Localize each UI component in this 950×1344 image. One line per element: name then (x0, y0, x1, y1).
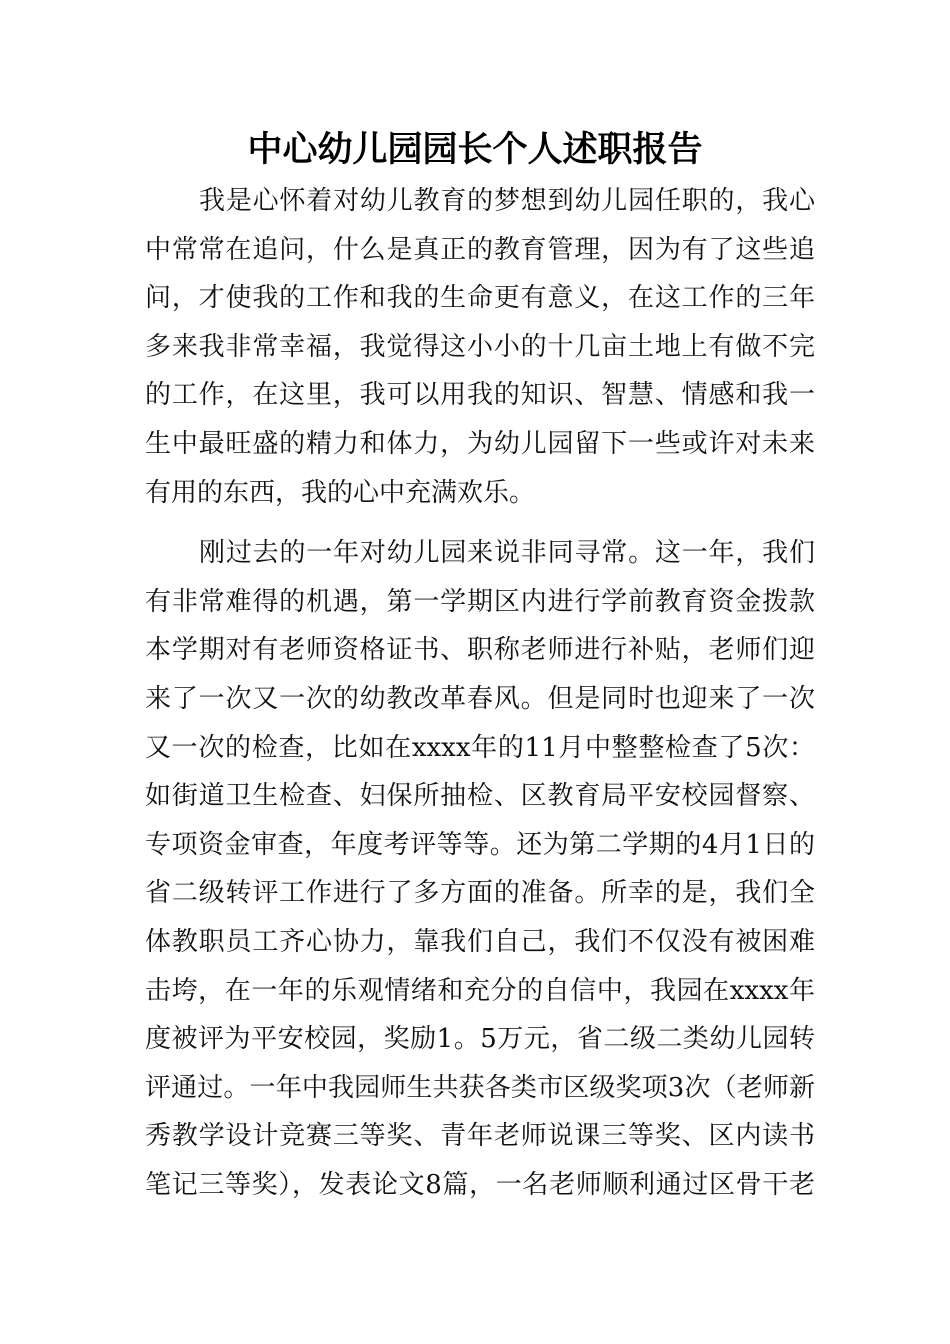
paragraph-line: 本学期对有老师资格证书、职称老师进行补贴，老师们迎 (145, 635, 815, 666)
paragraph-line: 问，才使我的工作和我的生命更有意义，在这工作的三年 (145, 283, 815, 314)
paragraph-line: 有非常难得的机遇，第一学期区内进行学前教育资金拨款 (145, 586, 815, 617)
paragraph-gap (145, 517, 815, 529)
paragraph-line: 来了一次又一次的幼教改革春风。但是同时也迎来了一次 (145, 683, 815, 714)
paragraph-line: 又一次的检查，比如在xxxx年的11月中整整检查了5次： (145, 732, 815, 763)
paragraph-2 (145, 529, 815, 1209)
paragraph-line: 生中最旺盛的精力和体力，为幼儿园留下一些或许对未来 (145, 428, 815, 459)
paragraph-line: 体教职员工齐心协力，靠我们自己，我们不仅没有被困难 (145, 926, 815, 957)
paragraph-line: 多来我非常幸福，我觉得这小小的十几亩土地上有做不完 (145, 331, 815, 362)
paragraph-line: 笔记三等奖），发表论文8篇，一名老师顺利通过区骨干老 (145, 1169, 815, 1200)
paragraph-line: 的工作，在这里，我可以用我的知识、智慧、情感和我一 (145, 380, 815, 411)
paragraph-line: 专项资金审查，年度考评等等。还为第二学期的4月1日的 (145, 829, 815, 860)
paragraph-line: 我是心怀着对幼儿教育的梦想到幼儿园任职的，我心 (199, 186, 815, 216)
paragraph-line: 中常常在追问，什么是真正的教育管理，因为有了这些追 (145, 234, 815, 265)
paragraph-line: 评通过。一年中我园师生共获各类市区级奖项3次（老师新 (145, 1072, 815, 1103)
paragraph-line: 度被评为平安校园，奖励1。5万元，省二级二类幼儿园转 (145, 1024, 815, 1055)
document-title: 中心幼儿园园长个人述职报告 (247, 130, 703, 170)
paragraph-line: 秀教学设计竞赛三等奖、青年老师说课三等奖、区内读书 (145, 1121, 815, 1152)
paragraph-line: 有用的东西，我的心中充满欢乐。 (145, 477, 536, 508)
paragraph-line: 击垮，在一年的乐观情绪和充分的自信中，我园在xxxx年 (145, 975, 815, 1006)
document-body (145, 177, 815, 1209)
paragraph-line: 刚过去的一年对幼儿园来说非同寻常。这一年，我们 (199, 538, 815, 569)
paragraph-line: 省二级转评工作进行了多方面的准备。所幸的是，我们全 (145, 878, 815, 909)
paragraph-line: 如街道卫生检查、妇保所抽检、区教育局平安校园督察、 (145, 781, 815, 812)
paragraph-1 (145, 177, 815, 517)
